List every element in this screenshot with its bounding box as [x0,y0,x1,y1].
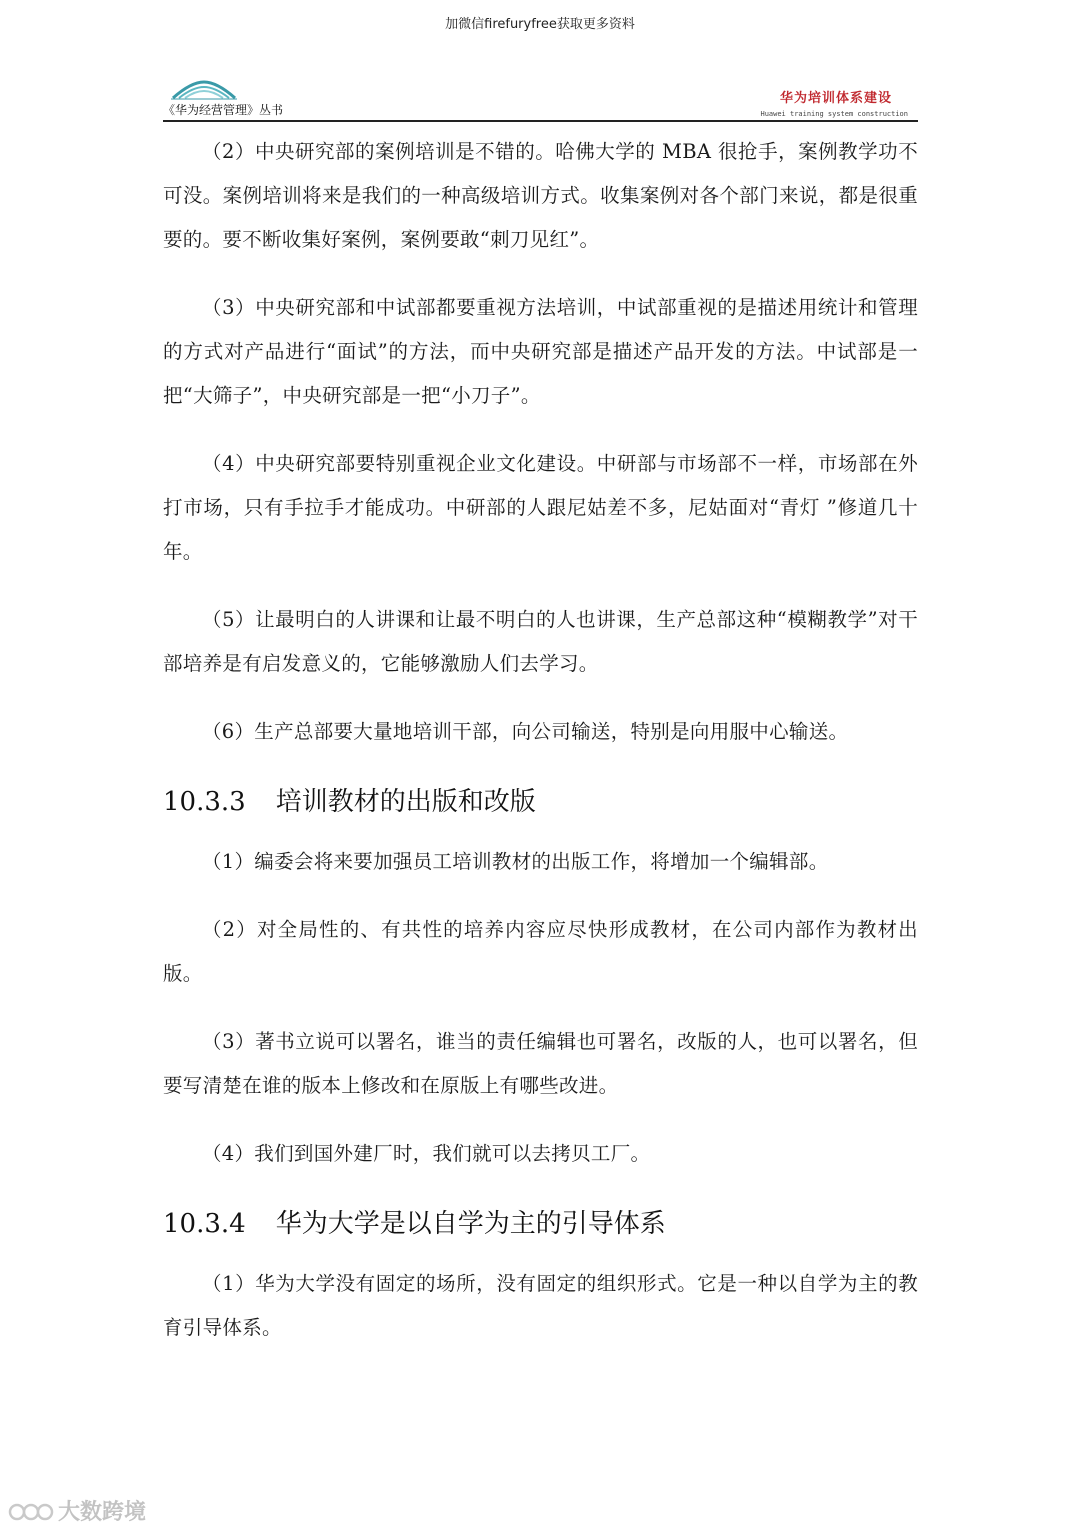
section-heading [163,1200,918,1248]
section-title: 培训教材的出版和改版 [275,787,536,817]
paragraph: （1）编委会将来要加强员工培训教材的出版工作，将增加一个编辑部。 [202,850,829,873]
watermark-logo-icon [8,1499,54,1525]
top-note: 加微信firefuryfree获取更多资料 [445,17,635,32]
paragraph: （3）著书立说可以署名，谁当的责任编辑也可署名，改版的人，也可以署名，但要写清楚在谁的版本上修改和在原版上有哪些改进。 [163,1030,918,1097]
section-10-3-3 [163,778,918,1176]
paragraph: （2）中央研究部的案例培训是不错的。哈佛大学的 MBA 很抢手，案例教学功不可没。案例培训将来是我们的一种高级培训方式。收集案例对各个部门来说，都是很重要的。要不断收集好案例，案例要敢“刺刀见红”。 [163,140,918,251]
paragraph: （4）中央研究部要特别重视企业文化建设。中研部与市场部不一样，市场部在外打市场，只有手拉手才能成功。中研部的人跟尼姑差不多，尼姑面对“青灯 ”修道几十年。 [163,452,918,563]
paragraph: （5）让最明白的人讲课和让最不明白的人也讲课，生产总部这种“模糊教学”对干部培养是有启发意义的，它能够激励人们去学习。 [163,608,918,675]
brand-subtitle: Huawei training system construction [760,110,908,118]
section-heading [163,778,918,826]
brand-title: 华为培训体系建设 [779,91,892,106]
series-title: 《华为经营管理》丛书 [163,103,284,117]
header-rule [163,120,918,122]
section-number: 10.3.4 [163,1209,246,1239]
publisher-logo-icon [171,78,237,100]
paragraph: （3）中央研究部和中试部都要重视方法培训，中试部重视的是描述用统计和管理的方式对产品进行“面试”的方法，而中央研究部是描述产品开发的方法。中试部是一把“大筛子”，中央研究部是一把“小刀子”。 [163,296,918,407]
paragraph: （4）我们到国外建厂时，我们就可以去拷贝工厂。 [202,1142,651,1165]
section-continued [163,130,918,754]
section-title: 华为大学是以自学为主的引导体系 [275,1209,666,1239]
paragraph: （1）华为大学没有固定的场所，没有固定的组织形式。它是一种以自学为主的教育引导体系。 [163,1272,918,1339]
paragraph: （6）生产总部要大量地培训干部，向公司输送，特别是向用服中心输送。 [202,720,849,743]
page-header [163,78,918,126]
paragraph: （2）对全局性的、有共性的培养内容应尽快形成教材，在公司内部作为教材出版。 [163,918,918,985]
watermark-text: 大数跨境 [58,1500,147,1525]
section-number: 10.3.3 [163,787,246,817]
section-10-3-4 [163,1200,918,1350]
page-content [163,130,918,1374]
